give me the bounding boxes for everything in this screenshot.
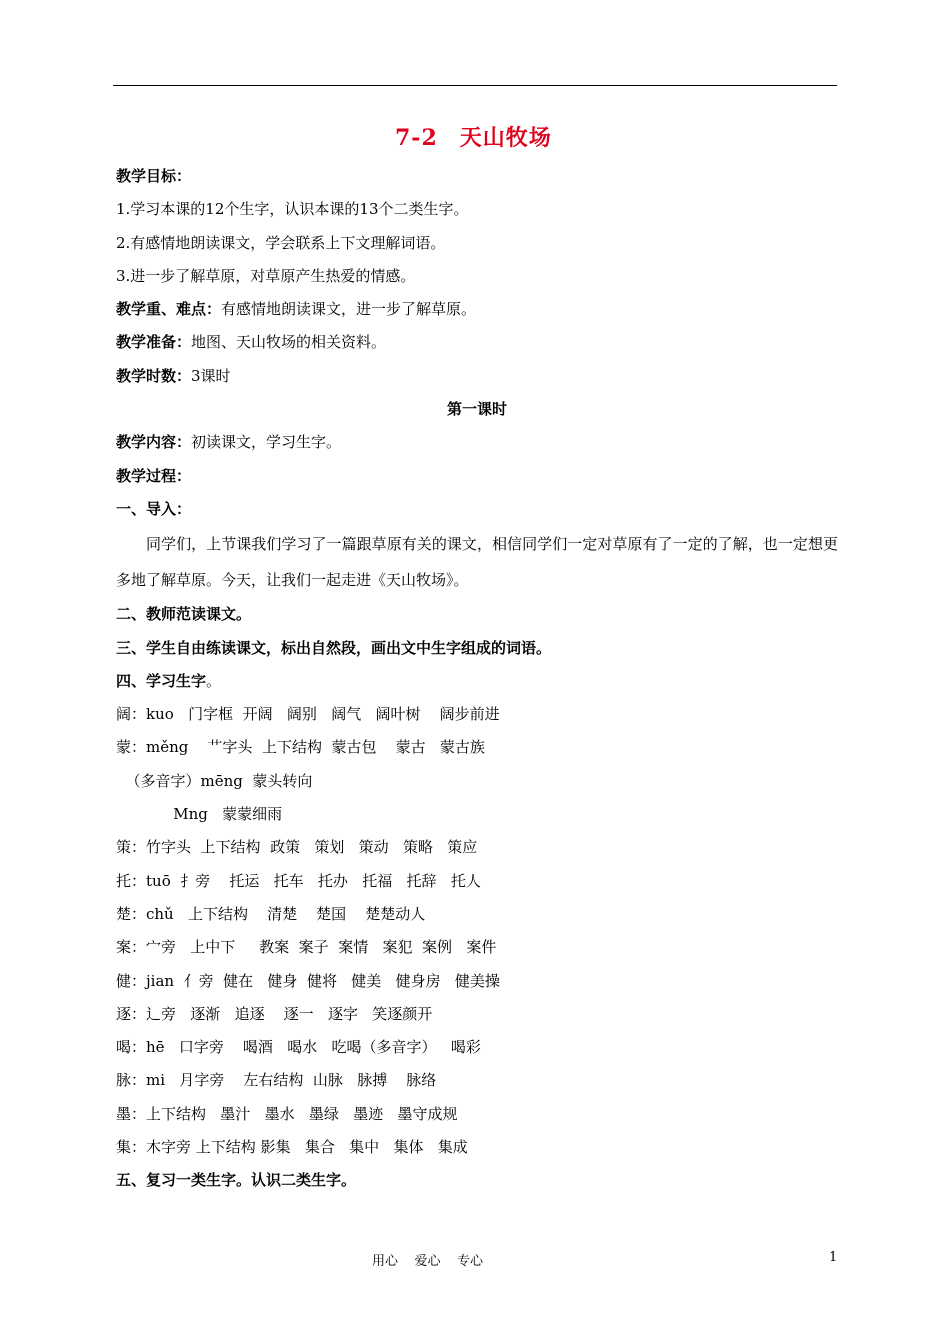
prep-line [116,326,838,359]
process-heading: 教学过程： [116,466,192,485]
intro-paragraph: 同学们，上节课我们学习了一篇跟草原有关的课文，相信同学们一定对草原有了一定的了解，也一定想更多地了解草原。今天，让我们一起走进《天山牧场》。 [116,535,838,590]
char-line: 案：宀旁 上中下 教案 案子 案情 案犯 案例 案件 [116,938,497,957]
char-line: （多音字）mēng 蒙头转向 [116,771,313,790]
hours-text: 3课时 [191,366,231,385]
section-intro: 一、导入： [116,499,192,518]
char-line: 楚：chǔ 上下结构 清楚 楚国 楚楚动人 [116,904,426,923]
char-line: 蒙：měng 艹字头 上下结构 蒙古包 蒙古 蒙古族 [116,738,485,757]
section-4: 四、学习生字 [116,671,207,690]
char-line: 健：jian 亻旁 健在 健身 健将 健美 健身房 健美操 [116,971,500,990]
prep-label: 教学准备： [116,333,192,352]
section-3: 三、学生自由练读课文，标出自然段，画出文中生字组成的词语。 [116,638,552,657]
goal-item-1: 1.学习本课的12个生字，认识本课的13个二类生字。 [116,200,469,219]
prep-text: 地图、天山牧场的相关资料。 [191,333,387,352]
hours-line [116,360,838,393]
section-4-tail: 。 [206,671,222,690]
goal-item-3: 3.进一步了解草原，对草原产生热爱的情感。 [116,266,416,285]
char-line: 集：木字旁 上下结构 影集 集合 集中 集体 集成 [116,1138,468,1157]
char-line: 喝：hē 口字旁 喝酒 喝水 吃喝（多音字） 喝彩 [116,1038,481,1057]
char-line: Mng 蒙蒙细雨 [116,805,283,824]
content-line [116,426,838,459]
lesson-title [0,121,950,152]
char-line: 策：竹字头 上下结构 政策 策划 策动 策略 策应 [116,838,478,857]
lesson-number: 7-2 [395,125,438,151]
document-body [116,160,838,1198]
focus-text: 有感情地朗读课文，进一步了解草原。 [221,300,477,319]
char-line: 墨：上下结构 墨汁 墨水 墨绿 墨迹 墨守成规 [116,1104,458,1123]
char-line: 逐：辶旁 逐渐 追逐 逐一 逐字 笑逐颜开 [116,1004,433,1023]
section-5: 五、复习一类生字。认识二类生字。 [116,1171,357,1190]
header-rule [113,85,837,86]
section-4-line [116,665,838,698]
content-text: 初读课文，学习生字。 [191,433,342,452]
goal-item-2: 2.有感情地朗读课文，学会联系上下文理解词语。 [116,233,446,252]
content-label: 教学内容： [116,433,192,452]
hours-label: 教学时数： [116,366,192,385]
goals-heading: 教学目标： [116,167,192,185]
char-line: 托：tuō 扌旁 托运 托车 托办 托福 托辞 托人 [116,871,481,890]
char-line: 阔：kuo 门字框 开阔 阔别 阔气 阔叶树 阔步前进 [116,705,500,724]
lesson-name: 天山牧场 [459,125,552,151]
section-2: 二、教师范读课文。 [116,605,252,624]
footer-motto: 用心 爱心 专心 [372,1254,484,1269]
lesson-period-title: 第一课时 [446,400,507,419]
char-line: 脉：mi 月字旁 左右结构 山脉 脉搏 脉络 [116,1071,437,1090]
focus-line [116,293,838,326]
focus-label: 教学重、难点： [116,300,222,319]
page-number: 1 [829,1250,838,1265]
